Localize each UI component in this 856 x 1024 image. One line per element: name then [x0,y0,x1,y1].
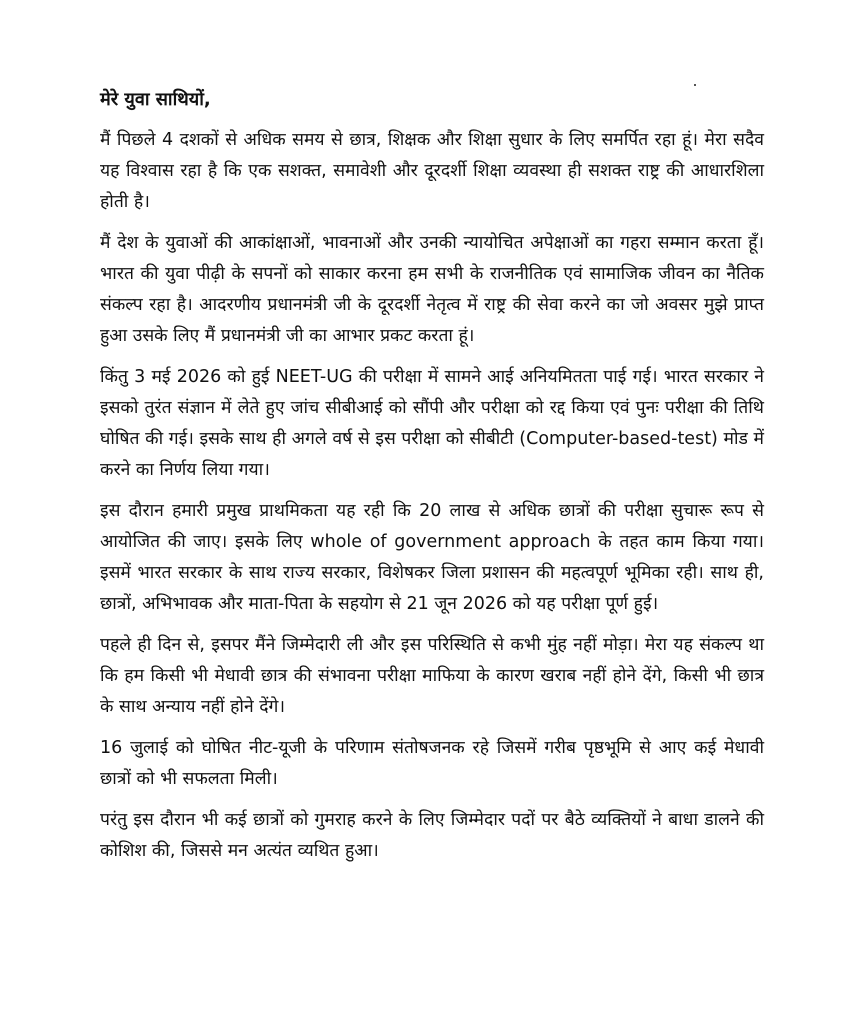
paragraph-3: किंतु 3 मई 2026 को हुई NEET-UG की परीक्षा में सामने आई अनियमितता पाई गई। भारत सरकार ने इसको तुरंत संज्ञान में लेते हुए जांच सीबीआई को सौंपी और परीक्षा को रद्द किया एवं पुनः परीक्षा की तिथि घोषित की गई। इसके साथ ही अगले वर्ष से इस परीक्षा को सीबीटी (Computer-based-test) मोड में करने का निर्णय लिया गया। [100,367,764,480]
paragraph-4: इस दौरान हमारी प्रमुख प्राथमिकता यह रही कि 20 लाख से अधिक छात्रों की परीक्षा सुचारू रूप से आयोजित की जाए। इसके लिए whole of government approach के तहत काम किया गया। इसमें भारत सरकार के साथ राज्य सरकार, विशेषकर जिला प्रशासन की महत्वपूर्ण भूमिका रही। साथ ही, छात्रों, अभिभावक और माता-पिता के सहयोग से 21 जून 2026 को यह परीक्षा पूर्ण हुई। [100,501,764,614]
letter-body [100,84,764,877]
paragraph-6: 16 जुलाई को घोषित नीट-यूजी के परिणाम संतोषजनक रहे जिसमें गरीब पृष्ठभूमि से आए कई मेधावी छात्रों को भी सफलता मिली। [100,738,764,789]
salutation: मेरे युवा साथियों, [100,89,211,110]
paragraph-2: मैं देश के युवाओं की आकांक्षाओं, भावनाओं और उनकी न्यायोचित अपेक्षाओं का गहरा सम्मान करता हूँ। भारत की युवा पीढ़ी के सपनों को साकार करना हम सभी के राजनीतिक एवं सामाजिक जीवन का नैतिक संकल्प रहा है। आदरणीय प्रधानमंत्री जी के दूरदर्शी नेतृत्व में राष्ट्र की सेवा करने का जो अवसर मुझे प्राप्त हुआ उसके लिए मैं प्रधानमंत्री जी का आभार प्रकट करता हूं। [100,233,764,346]
paragraph-1: मैं पिछले 4 दशकों से अधिक समय से छात्र, शिक्षक और शिक्षा सुधार के लिए समर्पित रहा हूं। मेरा सदैव यह विश्वास रहा है कि एक सशक्त, समावेशी और दूरदर्शी शिक्षा व्यवस्था ही सशक्त राष्ट्र की आधारशिला होती है। [100,130,764,212]
paragraph-7: परंतु इस दौरान भी कई छात्रों को गुमराह करने के लिए जिम्मेदार पदों पर बैठे व्यक्तियों ने बाधा डालने की कोशिश की, जिससे मन अत्यंत व्यथित हुआ। [100,810,764,861]
paragraph-5: पहले ही दिन से, इसपर मैंने जिम्मेदारी ली और इस परिस्थिति से कभी मुंह नहीं मोड़ा। मेरा यह संकल्प था कि हम किसी भी मेधावी छात्र की संभावना परीक्षा माफिया के कारण खराब नहीं होने देंगे, किसी भी छात्र के साथ अन्याय नहीं होने देंगे। [100,635,764,717]
